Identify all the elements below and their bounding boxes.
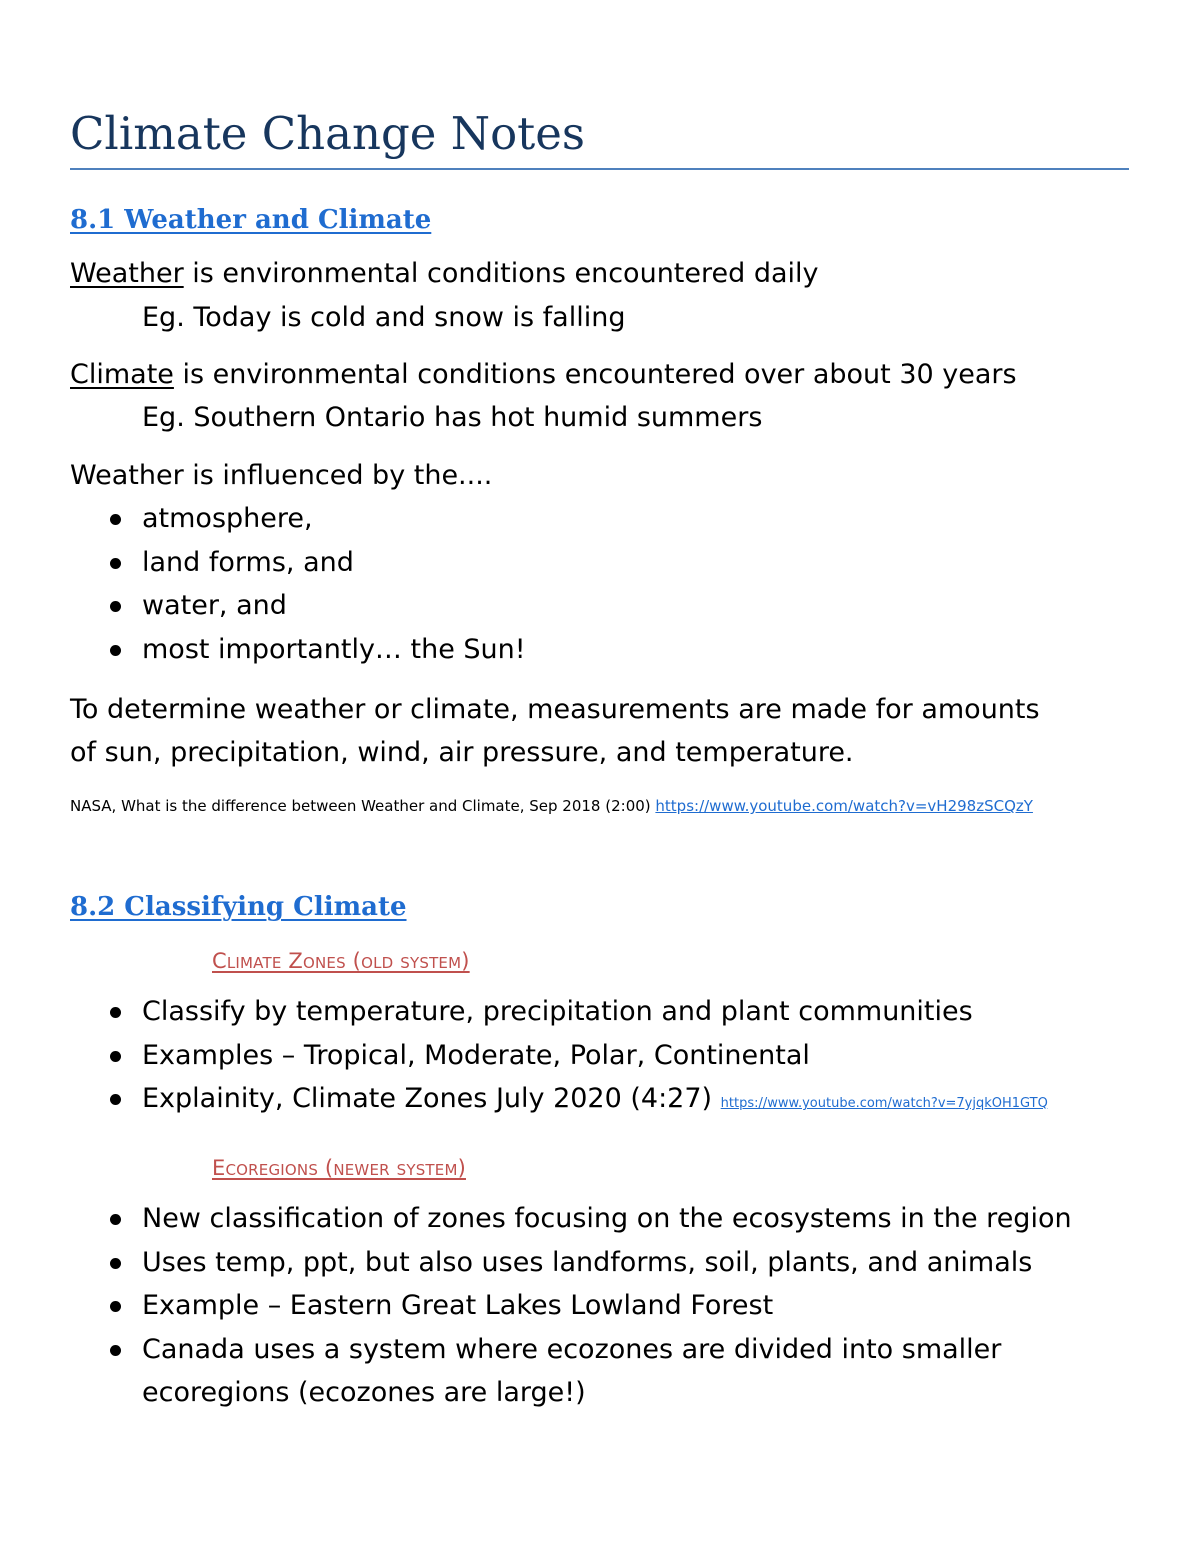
climate-definition [70,357,1017,393]
list-item-continuation: ecoregions (ecozones are large!) [142,1377,586,1408]
bullet-icon [110,1051,121,1062]
measurement-line-2: of sun, precipitation, wind, air pressure, and temperature. [70,737,854,768]
bullet-icon [110,1301,121,1312]
bullet-icon [110,1094,121,1105]
list-item: Explainity, Climate Zones July 2020 (4:27) https://www.youtube.com/watch?v=7yjqkOH1GTQ [108,1077,1048,1126]
bullet-icon [110,1258,121,1269]
list-item: atmosphere, [108,497,526,541]
list-item: land forms, and [108,541,526,585]
list-item: Examples – Tropical, Moderate, Polar, Continental [108,1034,1048,1078]
weather-definition [70,256,819,292]
list-item: Canada uses a system where ecozones are divided into smaller ecoregions (ecozones are large!) [108,1328,1072,1415]
nasa-reference-text: NASA, What is the difference between Weather and Climate, Sep 2018 (2:00) [70,797,656,815]
bullet-icon [110,645,121,656]
climate-example: Eg. Southern Ontario has hot humid summers [142,402,763,433]
ecoregions-list [108,1197,1072,1415]
bullet-icon [110,514,121,525]
influence-list [108,497,526,671]
climate-zones-list [108,990,1048,1126]
influence-intro: Weather is influenced by the.... [70,460,493,491]
climate-definition-text: is environmental conditions encountered over about 30 years [173,359,1017,390]
nasa-reference [70,795,1110,818]
weather-term: Weather [70,258,184,289]
measurement-line-1: To determine weather or climate, measurements are made for amounts [70,694,1040,725]
section-heading-weather-climate: 8.1 Weather and Climate [70,205,432,235]
bullet-icon [110,1214,121,1225]
list-item: Classify by temperature, precipitation and plant communities [108,990,1048,1034]
bullet-icon [110,601,121,612]
title-divider [70,168,1129,170]
list-item: most importantly… the Sun! [108,628,526,672]
bullet-icon [110,558,121,569]
list-item: Example – Eastern Great Lakes Lowland Forest [108,1284,1072,1328]
section-heading-classifying-climate: 8.2 Classifying Climate [70,892,407,922]
bullet-icon [110,1345,121,1356]
weather-example: Eg. Today is cold and snow is falling [142,302,626,333]
climate-zones-heading: Climate Zones (old system) [212,949,470,973]
weather-definition-text: is environmental conditions encountered daily [183,258,819,289]
bullet-icon [110,1007,121,1018]
ecoregions-heading: Ecoregions (newer system) [212,1156,466,1180]
page-title: Climate Change Notes [70,107,585,160]
list-item: New classification of zones focusing on the ecosystems in the region [108,1197,1072,1241]
list-item: water, and [108,584,526,628]
nasa-video-link[interactable]: https://www.youtube.com/watch?v=vH298zSCQzY [655,797,1033,815]
climate-term: Climate [70,359,174,390]
list-item: Uses temp, ppt, but also uses landforms, soil, plants, and animals [108,1241,1072,1285]
climate-zones-video-link[interactable]: https://www.youtube.com/watch?v=7yjqkOH1GTQ [720,1096,1048,1111]
